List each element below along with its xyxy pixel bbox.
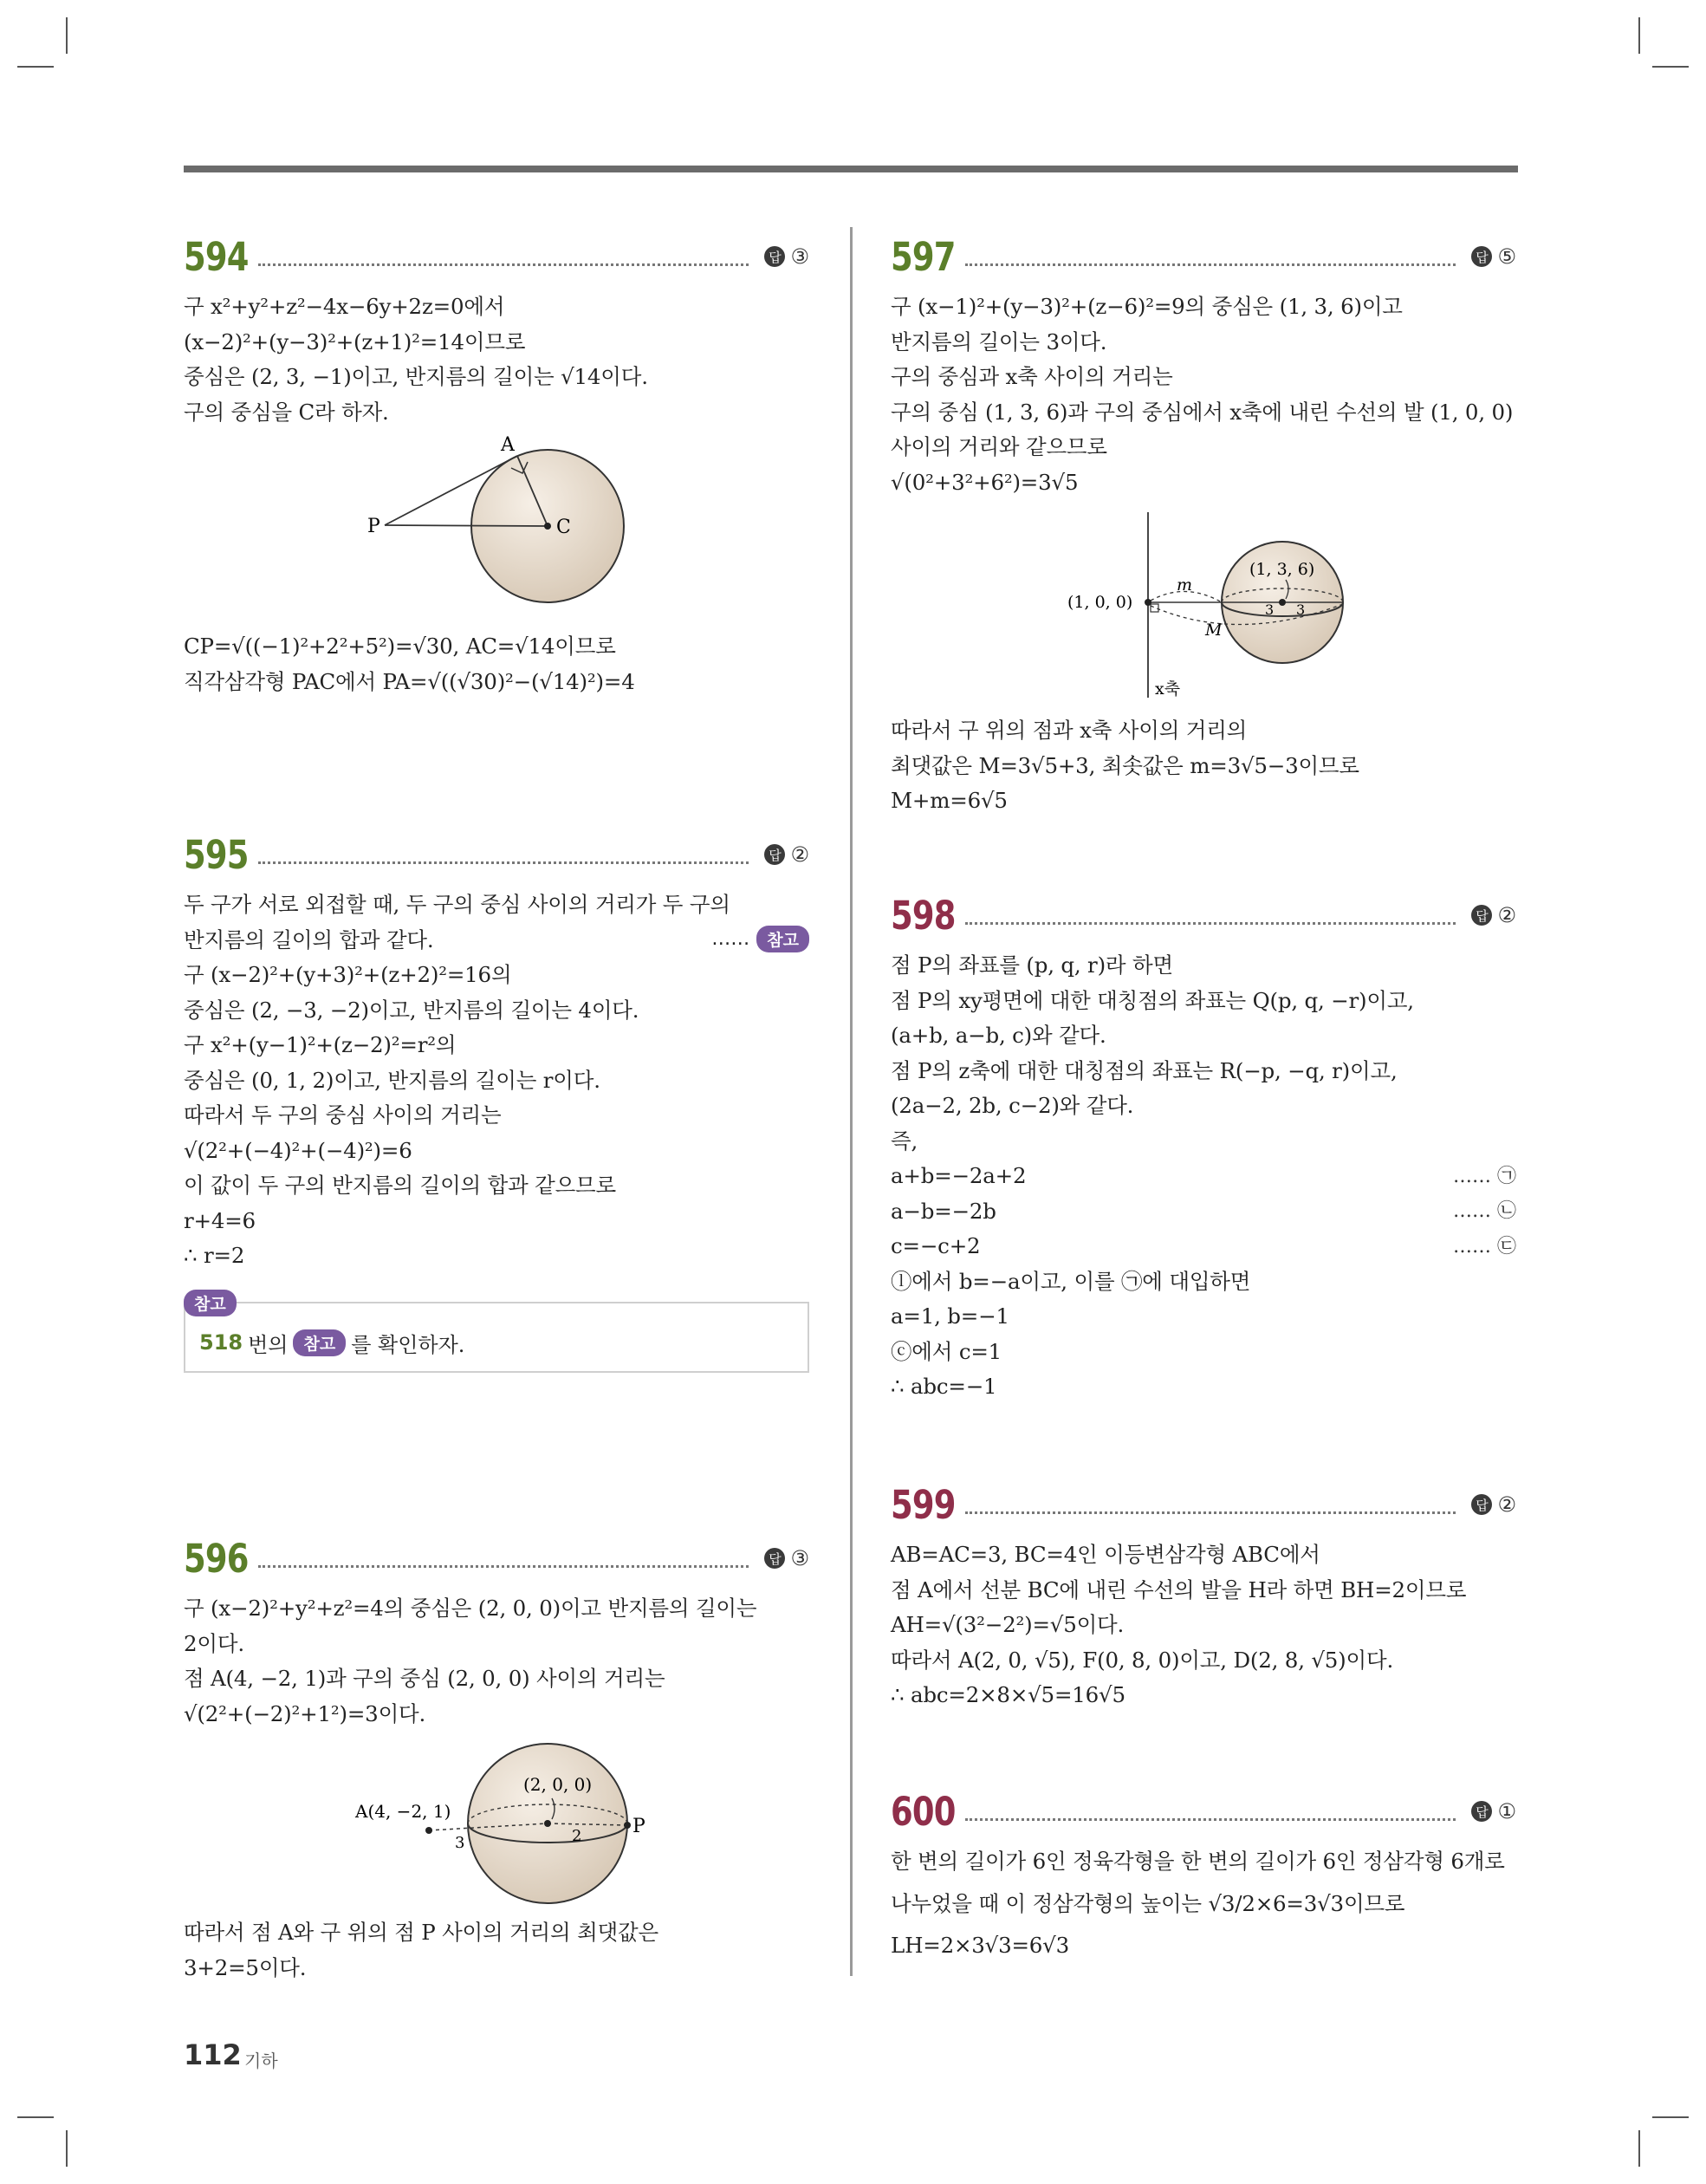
solution-line: 따라서 A(2, 0, √5), F(0, 8, 0)이고, D(2, 8, √5)이다. [891, 1647, 1394, 1673]
answer [1471, 1492, 1516, 1517]
solution-line: 2이다. [184, 1630, 244, 1656]
solution-line: 점 P의 좌표를 (p, q, r)라 하면 [891, 952, 1173, 978]
solution-line: LH=2×3√3=6√3 [891, 1932, 1069, 1958]
solution-line: 구 (x−2)²+y²+z²=4의 중심은 (2, 0, 0)이고 반지름의 길이는 [184, 1596, 757, 1621]
leader-dots [258, 263, 749, 266]
note-text [199, 1328, 464, 1358]
problem-597 [891, 232, 1516, 819]
note-inline-tag: 참고 [293, 1329, 346, 1356]
solution-line: 중심은 (0, 1, 2)이고, 반지름의 길이는 r이다. [184, 1067, 600, 1093]
answer-value: ③ [790, 244, 809, 269]
solution-line: ⓒ에서 c=1 [891, 1338, 1002, 1364]
solution-line: 따라서 점 A와 구 위의 점 P 사이의 거리의 최댓값은 [184, 1920, 658, 1945]
solution-line: 따라서 두 구의 중심 사이의 거리는 [184, 1102, 502, 1128]
solution-line: 구 x²+y²+z²−4x−6y+2z=0에서 [184, 294, 505, 319]
note-ref-number: 518 [199, 1330, 243, 1355]
equation-marker-1: …… ㉠ [1453, 1166, 1516, 1187]
problem-number: 600 [891, 1789, 956, 1835]
problem-header [891, 891, 1516, 941]
problem-595 [184, 830, 809, 1373]
solution-line: 구의 중심 (1, 3, 6)과 구의 중심에서 x축에 내린 수선의 발 (1, 0, 0) [891, 399, 1514, 425]
answer-value: ② [1497, 1492, 1516, 1517]
solution-line: 한 변의 길이가 6인 정육각형을 한 변의 길이가 6인 정삼각형 6개로 [891, 1849, 1505, 1874]
answer [764, 842, 809, 867]
problem-number: 594 [184, 234, 249, 280]
solution-text [184, 289, 809, 430]
column-divider [850, 227, 853, 1976]
problem-header [891, 232, 1516, 283]
crop-mark [1652, 2116, 1689, 2118]
solution-line: CP=√((−1)²+2²+5²)=√30, AC=√14이므로 [184, 634, 616, 659]
answer [1471, 244, 1516, 269]
leader-dots [258, 1565, 749, 1568]
solution-line: √(2²+(−4)²+(−4)²)=6 [184, 1137, 412, 1163]
label-m: m [1177, 575, 1193, 595]
crop-mark [66, 2130, 68, 2167]
problem-number: 598 [891, 893, 956, 939]
leader-dots [965, 263, 1456, 266]
label-point-A: A(4, −2, 1) [355, 1801, 451, 1822]
solution-line: 점 A에서 선분 BC에 내린 수선의 발을 H라 하면 BH=2이므로 [891, 1576, 1467, 1602]
solution-line: AB=AC=3, BC=4인 이등변삼각형 ABC에서 [891, 1542, 1320, 1567]
crop-mark [1652, 66, 1689, 68]
tangent-sphere-figure [184, 435, 809, 626]
problem-594 [184, 232, 809, 699]
crop-mark [1638, 2130, 1640, 2167]
solution-line: a=1, b=−1 [891, 1303, 1009, 1329]
sphere-distance-figure [184, 1737, 809, 1910]
answer [764, 244, 809, 269]
problem-598 [891, 891, 1516, 1405]
answer [1471, 1799, 1516, 1823]
solution-text [891, 948, 1516, 1405]
answer-icon: 답 [1471, 246, 1492, 267]
solution-line: 이 값이 두 구의 반지름의 길이의 합과 같으므로 [184, 1173, 616, 1198]
solution-text [891, 289, 1516, 500]
solution-line: 점 A(4, −2, 1)과 구의 중심 (2, 0, 0) 사이의 거리는 [184, 1666, 665, 1691]
solution-line: 구 x²+(y−1)²+(z−2)²=r²의 [184, 1032, 457, 1057]
leader-dots [258, 861, 749, 864]
solution-line: ∴ r=2 [184, 1243, 245, 1268]
label-A: A [501, 435, 515, 456]
crop-mark [66, 17, 68, 54]
page-subject: 기하 [244, 2051, 278, 2071]
left-column [184, 0, 809, 2184]
note-pre: 번의 [248, 1332, 289, 1357]
problem-600 [891, 1787, 1516, 1963]
solution-line: 3+2=5이다. [184, 1954, 307, 1980]
answer-value: ⑤ [1497, 244, 1516, 269]
solution-line: r+4=6 [184, 1207, 256, 1233]
ref-dots: …… [711, 928, 750, 950]
answer-value: ① [1497, 1799, 1516, 1823]
label-P: P [367, 516, 380, 537]
solution-text [184, 1591, 809, 1732]
problem-596 [184, 1534, 809, 1986]
solution-line: ∴ abc=−1 [891, 1374, 997, 1399]
crop-mark [17, 2116, 54, 2118]
crop-mark [17, 66, 54, 68]
problem-header [184, 232, 809, 283]
answer-icon: 답 [1471, 1494, 1492, 1515]
leader-dots [965, 1818, 1456, 1821]
ref-tag: 참고 [756, 926, 809, 952]
solution-text [184, 1915, 809, 1986]
solution-line: AH=√(3²−2²)=√5이다. [891, 1612, 1125, 1637]
label-radius-2: 2 [572, 1827, 582, 1845]
label-P: P [632, 1816, 645, 1837]
note-box [184, 1295, 809, 1373]
problem-header [891, 1787, 1516, 1837]
problem-header [184, 1534, 809, 1584]
page-number: 112 [184, 2038, 242, 2071]
label-foot: (1, 0, 0) [1067, 593, 1133, 612]
solution-line: 따라서 구 위의 점과 x축 사이의 거리의 [891, 718, 1248, 743]
solution-line: 중심은 (2, 3, −1)이고, 반지름의 길이는 √14이다. [184, 364, 648, 389]
answer-icon: 답 [764, 844, 785, 865]
solution-line: 두 구가 서로 외접할 때, 두 구의 중심 사이의 거리가 두 구의 [184, 892, 730, 917]
solution-line: 반지름의 길이의 합과 같다. [184, 926, 434, 952]
problem-number: 599 [891, 1482, 956, 1528]
solution-text [184, 629, 809, 699]
answer-icon: 답 [764, 246, 785, 267]
solution-line: 직각삼각형 PAC에서 PA=√((√30)²−(√14)²)=4 [184, 668, 635, 694]
answer-value: ② [1497, 903, 1516, 927]
note-tag: 참고 [184, 1290, 237, 1316]
solution-line: a−b=−2b [891, 1198, 996, 1224]
problem-number: 595 [184, 832, 249, 878]
solution-line: ∴ abc=2×8×√5=16√5 [891, 1682, 1125, 1707]
solution-text [891, 1537, 1516, 1713]
answer [1471, 903, 1516, 927]
label-center: (1, 3, 6) [1249, 560, 1315, 579]
leader-dots [965, 922, 1456, 925]
problem-number: 597 [891, 234, 956, 280]
solution-line: (2a−2, 2b, c−2)와 같다. [891, 1093, 1134, 1118]
solution-line: c=−c+2 [891, 1233, 981, 1258]
label-center: (2, 0, 0) [523, 1774, 593, 1795]
solution-line: √(2²+(−2)²+1²)=3이다. [184, 1700, 426, 1726]
label-x-axis: x축 [1155, 679, 1181, 699]
solution-line: 최댓값은 M=3√5+3, 최솟값은 m=3√5−3이므로 [891, 752, 1359, 778]
solution-line: (x−2)²+(y−3)²+(z+1)²=14이므로 [184, 328, 526, 354]
solution-text [184, 887, 809, 1274]
solution-line: (a+b, a−b, c)와 같다. [891, 1023, 1106, 1048]
right-column [891, 0, 1516, 2184]
answer-icon: 답 [1471, 1801, 1492, 1822]
reference-pointer [711, 926, 809, 952]
leader-dots [965, 1511, 1456, 1514]
solution-line: 즉, [891, 1128, 918, 1154]
equation-marker-2: …… ㉡ [1453, 1200, 1516, 1222]
solution-line: ⓛ에서 b=−a이고, 이를 ㉠에 대입하면 [891, 1268, 1251, 1294]
solution-line: 구의 중심과 x축 사이의 거리는 [891, 364, 1173, 389]
solution-line: 구 (x−2)²+(y+3)²+(z+2)²=16의 [184, 962, 512, 987]
problem-header [891, 1480, 1516, 1531]
solution-text [891, 1844, 1516, 1963]
note-post: 를 확인하자. [351, 1332, 465, 1357]
solution-line: 구의 중심을 C라 하자. [184, 399, 389, 425]
label-C: C [556, 517, 571, 538]
answer-icon: 답 [1471, 905, 1492, 926]
problem-header [184, 830, 809, 881]
solution-line: 점 P의 z축에 대한 대칭점의 좌표는 R(−p, −q, r)이고, [891, 1057, 1398, 1083]
solution-line: √(0²+3²+6²)=3√5 [891, 469, 1079, 495]
crop-mark [1638, 17, 1640, 54]
label-M: M [1205, 621, 1223, 640]
equation-marker-3: …… ㉢ [1453, 1236, 1516, 1258]
solution-line: M+m=6√5 [891, 788, 1008, 813]
solution-line: 점 P의 xy평면에 대한 대칭점의 좌표는 Q(p, q, −r)이고, [891, 987, 1414, 1013]
solution-line: 사이의 거리와 같으므로 [891, 434, 1107, 459]
solution-line: 중심은 (2, −3, −2)이고, 반지름의 길이는 4이다. [184, 997, 639, 1023]
solution-text [891, 713, 1516, 819]
sphere-axis-figure [891, 505, 1516, 710]
label-r2: 3 [1296, 601, 1306, 618]
answer-icon: 답 [764, 1548, 785, 1569]
label-r1: 3 [1265, 601, 1275, 618]
answer-value: ③ [790, 1546, 809, 1570]
solution-line: 나누었을 때 이 정삼각형의 높이는 √3/2×6=3√3이므로 [891, 1890, 1405, 1916]
solution-line: a+b=−2a+2 [891, 1163, 1027, 1188]
solution-line: 구 (x−1)²+(y−3)²+(z−6)²=9의 중심은 (1, 3, 6)이고 [891, 294, 1403, 319]
solution-line: 반지름의 길이는 3이다. [891, 328, 1107, 354]
label-dist-3: 3 [455, 1834, 465, 1852]
answer-value: ② [790, 842, 809, 867]
problem-599 [891, 1480, 1516, 1713]
answer [764, 1546, 809, 1570]
problem-number: 596 [184, 1536, 249, 1582]
